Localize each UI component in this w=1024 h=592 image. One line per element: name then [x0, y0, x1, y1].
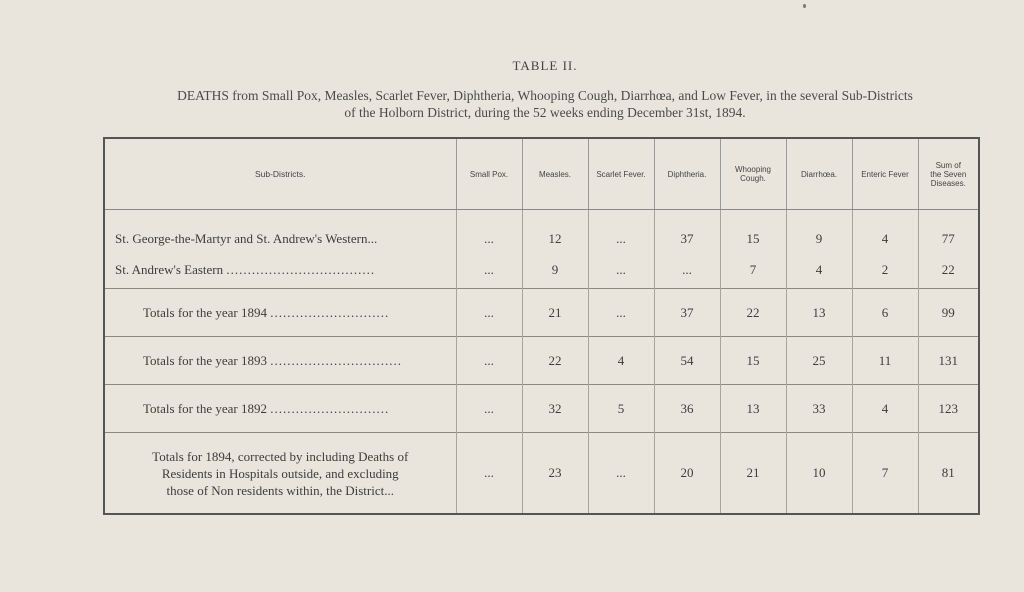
cell-scarlet-fever: 4 [588, 337, 654, 385]
deaths-table [103, 137, 980, 515]
table-subtitle [100, 87, 990, 121]
header-scarlet-fever: Scarlet Fever. [588, 138, 654, 210]
cell-measles: 23 [522, 433, 588, 515]
row-name-cell [104, 337, 456, 385]
row-name-line-3: those of Non residents within, the District... [166, 482, 394, 498]
cell-whooping-cough: 15 [720, 210, 786, 259]
cell-diphtheria: 20 [654, 433, 720, 515]
cell-small-pox: ... [456, 337, 522, 385]
cell-small-pox: ... [456, 210, 522, 259]
cell-small-pox: ... [456, 258, 522, 289]
header-sum-line-2: the Seven [930, 169, 967, 179]
header-whooping-cough-line-1: Whooping [734, 165, 772, 174]
cell-sum: 77 [918, 210, 979, 259]
cell-enteric-fever: 6 [852, 289, 918, 337]
table-row [104, 385, 979, 433]
cell-sum: 81 [918, 433, 979, 515]
cell-diphtheria: ... [654, 258, 720, 289]
cell-diphtheria: 37 [654, 289, 720, 337]
header-whooping-cough [720, 138, 786, 210]
cell-measles: 32 [522, 385, 588, 433]
cell-diphtheria: 36 [654, 385, 720, 433]
table-row [104, 258, 979, 289]
cell-sum: 131 [918, 337, 979, 385]
cell-measles: 12 [522, 210, 588, 259]
cell-sum: 22 [918, 258, 979, 289]
row-name-cell [104, 433, 456, 515]
leader-dots: ............................... [270, 352, 402, 368]
cell-small-pox: ... [456, 289, 522, 337]
cell-scarlet-fever: ... [588, 289, 654, 337]
row-name: St. George-the-Martyr and St. Andrew's Western... [115, 231, 378, 246]
cell-enteric-fever: 11 [852, 337, 918, 385]
subtitle-line-2: of the Holborn District, during the 52 weeks ending December 31st, 1894. [344, 105, 746, 120]
header-measles: Measles. [522, 138, 588, 210]
leader-dots: ................................... [226, 262, 376, 277]
cell-whooping-cough: 13 [720, 385, 786, 433]
cell-measles: 22 [522, 337, 588, 385]
cell-whooping-cough: 15 [720, 337, 786, 385]
header-small-pox: Small Pox. [456, 138, 522, 210]
header-sum-line-1: Sum of [935, 160, 961, 170]
header-sum [918, 138, 979, 210]
row-name: Totals for the year 1894 [143, 304, 267, 320]
cell-diarrhoea: 10 [786, 433, 852, 515]
cell-small-pox: ... [456, 385, 522, 433]
cell-diphtheria: 37 [654, 210, 720, 259]
cell-sum: 123 [918, 385, 979, 433]
ink-speck [803, 4, 806, 8]
header-sub-districts: Sub-Districts. [104, 138, 456, 210]
cell-measles: 9 [522, 258, 588, 289]
subtitle-line-1: DEATHS from Small Pox, Measles, Scarlet Fever, Diphtheria, Whooping Cough, Diarrhœa, and Low Fever, in the several Sub-Districts [177, 88, 913, 103]
cell-measles: 21 [522, 289, 588, 337]
cell-scarlet-fever: ... [588, 258, 654, 289]
cell-whooping-cough: 22 [720, 289, 786, 337]
row-name: Totals for the year 1892 [143, 400, 267, 416]
table-row [104, 289, 979, 337]
cell-sum: 99 [918, 289, 979, 337]
cell-diarrhoea: 33 [786, 385, 852, 433]
cell-enteric-fever: 4 [852, 385, 918, 433]
header-enteric-fever: Enteric Fever [852, 138, 918, 210]
header-diphtheria: Diphtheria. [654, 138, 720, 210]
table-title: TABLE II. [512, 58, 578, 73]
row-name: St. Andrew's Eastern [115, 262, 224, 277]
header-whooping-cough-line-2: Cough. [740, 174, 766, 183]
cell-scarlet-fever: 5 [588, 385, 654, 433]
table-row [104, 210, 979, 259]
row-name-line-2: Residents in Hospitals outside, and excluding [161, 465, 399, 481]
leader-dots: ............................ [270, 400, 390, 416]
cell-diarrhoea: 9 [786, 210, 852, 259]
cell-enteric-fever: 4 [852, 210, 918, 259]
row-name-cell [104, 258, 456, 289]
cell-enteric-fever: 2 [852, 258, 918, 289]
cell-diarrhoea: 4 [786, 258, 852, 289]
cell-diphtheria: 54 [654, 337, 720, 385]
cell-whooping-cough: 7 [720, 258, 786, 289]
cell-scarlet-fever: ... [588, 210, 654, 259]
cell-diarrhoea: 25 [786, 337, 852, 385]
cell-whooping-cough: 21 [720, 433, 786, 515]
row-name: Totals for the year 1893 [143, 352, 267, 368]
header-diarrhoea: Diarrhœa. [786, 138, 852, 210]
cell-small-pox: ... [456, 433, 522, 515]
cell-diarrhoea: 13 [786, 289, 852, 337]
row-name-cell [104, 289, 456, 337]
table-row [104, 337, 979, 385]
cell-enteric-fever: 7 [852, 433, 918, 515]
table-row [104, 433, 979, 515]
leader-dots: ............................ [270, 304, 390, 320]
cell-scarlet-fever: ... [588, 433, 654, 515]
header-sum-line-3: Diseases. [930, 178, 966, 188]
row-name-line-1: Totals for 1894, corrected by including Deaths of [152, 448, 409, 464]
header-row [104, 138, 979, 210]
row-name-cell [104, 385, 456, 433]
